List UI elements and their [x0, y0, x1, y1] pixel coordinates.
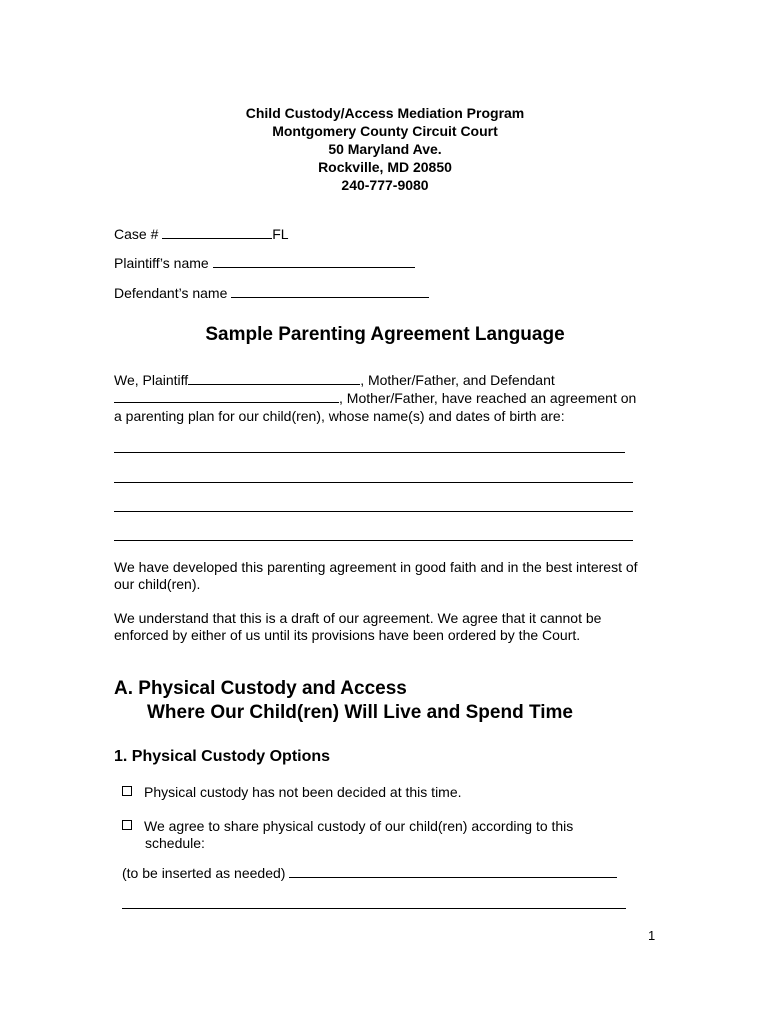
insert-label: (to be inserted as needed) [122, 865, 286, 881]
case-suffix: FL [272, 226, 289, 242]
schedule-blank[interactable] [122, 908, 626, 909]
children-blank-2[interactable] [114, 482, 633, 483]
defendant-label: Defendant’s name [114, 285, 228, 301]
children-blank-3[interactable] [114, 511, 633, 512]
intro-plaintiff-blank[interactable] [188, 371, 360, 385]
section-a-heading: A. Physical Custody and Access [114, 678, 407, 699]
intro-agreement-text: , Mother/Father, have reached an agreement on [339, 390, 637, 406]
option-share-custody[interactable] [122, 818, 573, 835]
program-name: Child Custody/Access Mediation Program [245, 105, 525, 121]
option-not-decided-label: Physical custody has not been decided at this time. [144, 784, 462, 800]
plaintiff-name-field [114, 254, 415, 272]
court-name: Montgomery County Circuit Court [272, 123, 498, 139]
page-title: Sample Parenting Agreement Language [205, 324, 565, 345]
checkbox-icon[interactable] [122, 820, 132, 830]
checkbox-icon[interactable] [122, 786, 132, 796]
court-phone: 240-777-9080 [341, 177, 429, 193]
intro-line-3: a parenting plan for our child(ren), whose name(s) and dates of birth are: [114, 408, 565, 424]
defendant-name-field [114, 284, 429, 302]
insert-field [122, 864, 617, 882]
defendant-name-blank[interactable] [231, 284, 429, 298]
section-1-heading: 1. Physical Custody Options [114, 748, 331, 765]
insert-blank[interactable] [289, 864, 617, 878]
intro-plaintiff-text: We, Plaintiff [114, 372, 189, 388]
case-number-blank[interactable] [162, 225, 272, 239]
option-not-decided[interactable] [122, 784, 462, 801]
good-faith-paragraph: We have developed this parenting agreement in good faith and in the best interest of our child(ren). [114, 559, 638, 592]
plaintiff-label: Plaintiff’s name [114, 255, 209, 271]
page-number: 1 [648, 928, 656, 943]
court-street: 50 Maryland Ave. [328, 141, 442, 157]
children-blank-4[interactable] [114, 540, 633, 541]
children-blank-1[interactable] [114, 452, 625, 453]
court-city: Rockville, MD 20850 [318, 159, 452, 175]
plaintiff-name-blank[interactable] [213, 254, 415, 268]
intro-defendant-blank[interactable] [114, 389, 339, 403]
section-a-subheading: Where Our Child(ren) Will Live and Spend Time [147, 702, 573, 723]
case-label: Case # [114, 226, 159, 242]
case-number-field [114, 225, 289, 243]
option-share-custody-label: We agree to share physical custody of our child(ren) according to this [144, 818, 574, 834]
court-header [0, 104, 770, 194]
option-share-custody-cont: schedule: [145, 835, 205, 851]
draft-paragraph: We understand that this is a draft of our agreement. We agree that it cannot be enforced by either of us until its provisions have been ordered by the Court. [114, 610, 602, 643]
intro-defendant-text: , Mother/Father, and Defendant [360, 372, 555, 388]
intro-line-2 [114, 389, 636, 407]
intro-line-1 [114, 371, 555, 389]
